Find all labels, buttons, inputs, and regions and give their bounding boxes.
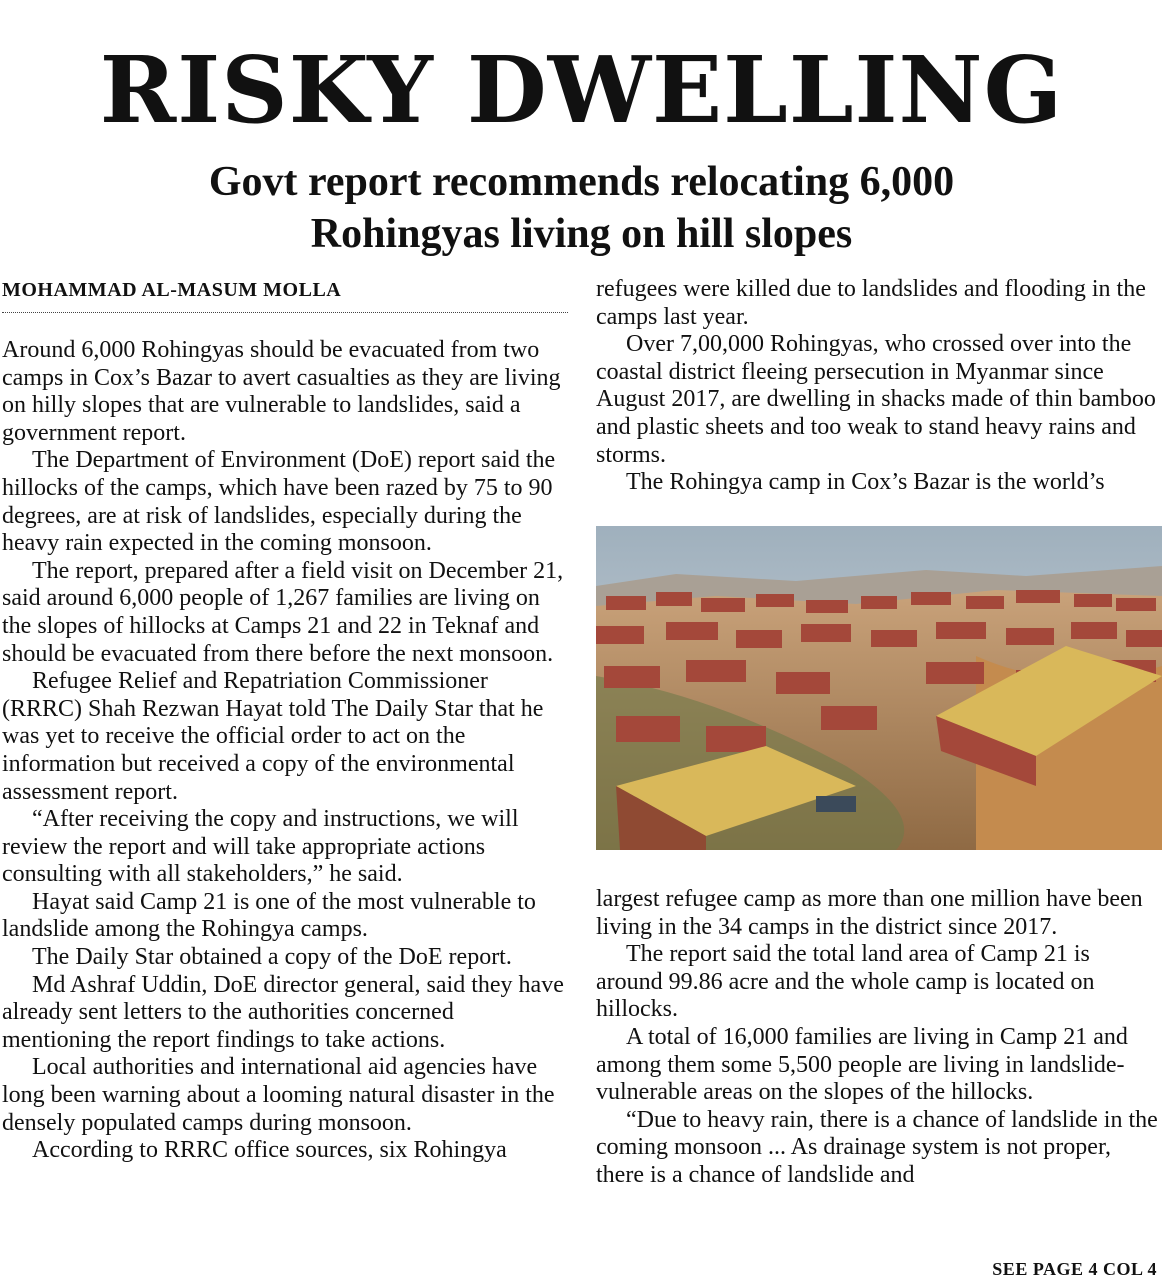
subheadline-line-1: Govt report recommends relocating 6,000 [208, 159, 955, 205]
paragraph: Md Ashraf Uddin, DoE director general, said they have already sent letters to the authorities concerned mentioning the report findings to take actions. [2, 971, 564, 1053]
continued-on-page-link[interactable]: SEE PAGE 4 COL 4 [992, 1259, 1157, 1279]
camp-photo [596, 526, 1162, 850]
paragraph: A total of 16,000 families are living in Camp 21 and among them some 5,500 people are living in landslide-vulnerable areas on the slopes of the hillocks. [596, 1023, 1128, 1106]
paragraph: “After receiving the copy and instructions, we will review the report and will take appropriate actions consulting with all stakeholders,” he said. [2, 806, 519, 888]
paragraph: Refugee Relief and Repatriation Commissioner (RRRC) Shah Rezwan Hayat told The Daily Star that he was yet to receive the official order to act on the information but received a copy of the environmental assessment report. [2, 668, 544, 805]
subheadline [0, 156, 1163, 260]
paragraph: refugees were killed due to landslides and flooding in the camps last year. [596, 276, 1146, 330]
paragraph: According to RRRC office sources, six Rohingya [32, 1137, 507, 1164]
paragraph: The Department of Environment (DoE) report said the hillocks of the camps, which have been razed by 75 to 90 degrees, are at risk of landslides, especially during the heavy rain expected in the coming monsoon. [2, 447, 556, 557]
paragraph: Over 7,00,000 Rohingyas, who crossed over into the coastal district fleeing persecution in Myanmar since August 2017, are dwelling in shacks made of thin bamboo and plastic sheets and too weak to stand heavy rains and storms. [596, 331, 1156, 468]
paragraph: Hayat said Camp 21 is one of the most vulnerable to landslide among the Rohingya camps. [2, 888, 536, 943]
paragraph: Local authorities and international aid agencies have long been warning about a looming natural disaster in the densely populated camps during monsoon. [2, 1054, 555, 1136]
paragraph: largest refugee camp as more than one million have been living in the 34 camps in the district since 2017. [596, 886, 1143, 940]
right-column-bottom [596, 886, 1162, 1190]
right-column-top [596, 276, 1162, 497]
left-column [2, 276, 568, 1165]
paragraph: The report, prepared after a field visit on December 21, said around 6,000 people of 1,267 families are living on the slopes of hillocks at Camps 21 and 22 in Teknaf and should be evacuated from there before the next monsoon. [2, 557, 564, 667]
paragraph: The Rohingya camp in Cox’s Bazar is the world’s [626, 469, 1105, 496]
hillside-camp-illustration [596, 526, 1162, 850]
byline-divider [2, 312, 568, 313]
paragraph: “Due to heavy rain, there is a chance of landslide in the coming monsoon ... As drainage system is not proper, there is a chance of landslide and [596, 1106, 1158, 1188]
paragraph: Around 6,000 Rohingyas should be evacuated from two camps in Cox’s Bazar to avert casualties as they are living on hilly slopes that are vulnerable to landslides, said a government report. [2, 337, 561, 446]
paragraph: The Daily Star obtained a copy of the DoE report. [32, 944, 512, 971]
paragraph: The report said the total land area of Camp 21 is around 99.86 acre and the whole camp is located on hillocks. [596, 941, 1095, 1023]
solar-panel [816, 796, 856, 812]
subheadline-line-2: Rohingyas living on hill slopes [310, 211, 853, 257]
headline: RISKY DWELLING [99, 36, 1064, 144]
byline: MOHAMMAD AL-MASUM MOLLA [2, 279, 342, 301]
